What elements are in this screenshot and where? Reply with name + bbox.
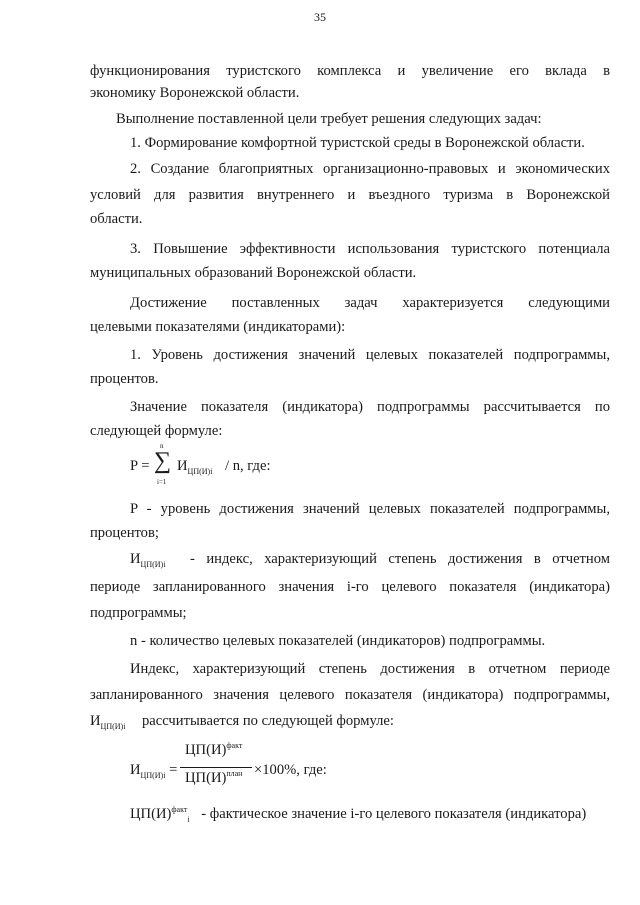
page-number: 35 [314,10,326,24]
definition-line: $И_{ЦП(И)i}$ - индекс, характеризующий степень достижения в отчетном [130,551,610,569]
fraction-bar [180,767,252,768]
paragraph-line: процентов; [90,525,159,541]
paragraph-line: запланированного значения целевого показателя (индикатора) подпрограммы, [90,687,610,703]
paragraph-line: процентов. [90,371,159,387]
list-item: 1. Формирование комфортной туристской среды в Воронежской области. [130,135,585,151]
formula-term: $И_{ЦП(И)i}$ [177,458,213,476]
definition-line: $ЦП(И)^{факт}_i$ - фактическое значение i-го целевого показателя (индикатора) [130,805,587,824]
inline-index-symbol: $И_{ЦП(И)i}$ [130,551,166,569]
paragraph-line: области. [90,211,143,227]
list-item: 3. Повышение эффективности использования туристского потенциала [130,241,610,257]
formula-numerator: $ЦП(И)^{факт}$ [185,741,243,758]
formula-lhs: $И_{ЦП(И)i}$ = [130,762,178,780]
paragraph-line: Достижение поставленных задач характеризуется следующими [130,295,610,311]
inline-index-symbol: $И_{ЦП(И)i}$ [90,713,126,731]
paragraph-line: подпрограммы; [90,605,187,621]
formula-tail: ×100%, где: [254,762,327,778]
definition-line: n - количество целевых показателей (индикаторов) подпрограммы. [130,633,546,649]
paragraph-line: следующей формуле: [90,423,223,439]
paragraph-line: функционирования туристского комплекса и увеличение его вклада в [90,63,610,79]
formula-symbol: $ЦП(И)^{факт}_i$ [130,805,190,824]
paragraph-line: Значение показателя (индикатора) подпрограммы рассчитывается по [130,399,610,415]
formula-lhs: P = [130,458,150,474]
sum-lower-limit: i=1 [157,478,167,486]
paragraph-line: целевыми показателями (индикаторами): [90,319,346,335]
paragraph-line: $И_{ЦП(И)i}$ рассчитывается по следующей формуле: [90,713,394,731]
list-item: 2. Создание благоприятных организационно-правовых и экономических [130,161,610,177]
formula-denominator: $ЦП(И)^{план}$ [185,769,243,786]
sum-upper-limit: n [160,442,164,450]
paragraph-line: условий для развития внутреннего и въездного туризма в Воронежской [90,187,610,203]
paragraph-line: Индекс, характеризующий степень достижения в отчетном периоде [130,661,610,677]
definition-line: P - уровень достижения значений целевых показателей подпрограммы, [130,501,610,517]
formula-index [130,742,450,802]
list-item: 1. Уровень достижения значений целевых показателей подпрограммы, [130,347,610,363]
formula-p [130,442,330,488]
paragraph-line: экономику Воронежской области. [90,85,300,101]
formula-tail: / n, где: [225,458,271,474]
paragraph-line: периоде запланированного значения i-го целевого показателя (индикатора) [90,579,610,595]
paragraph-line: муниципальных образований Воронежской области. [90,265,417,281]
paragraph-line: Выполнение поставленной цели требует решения следующих задач: [116,111,542,127]
sum-symbol: ∑ [154,448,172,474]
